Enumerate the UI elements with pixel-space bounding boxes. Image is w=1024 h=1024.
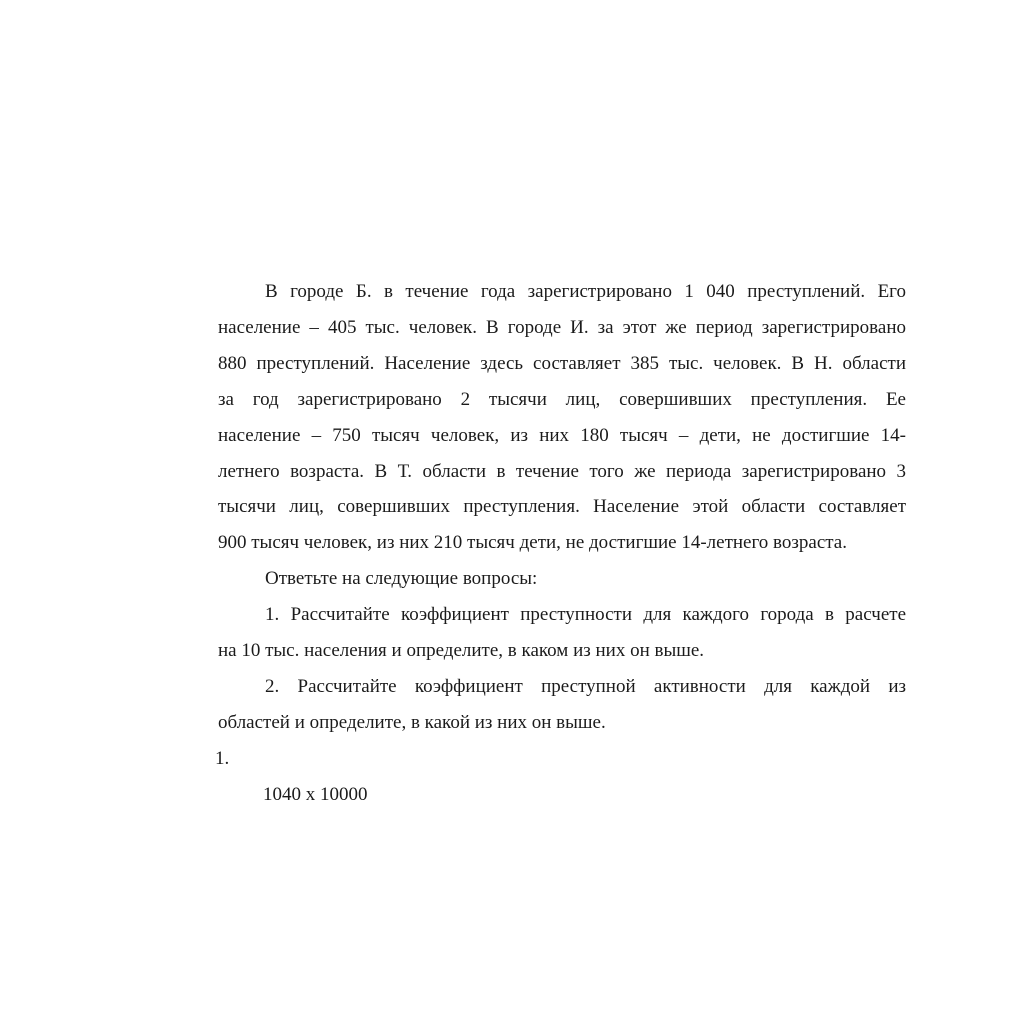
- paragraph-line: за год зарегистрировано 2 тысячи лиц, совершивших преступления. Ее: [218, 388, 906, 410]
- paragraph-line: В городе Б. в течение года зарегистрировано 1 040 преступлений. Его: [265, 281, 906, 302]
- question-line: 1. Рассчитайте коэффициент преступности для каждого города в расчете: [265, 604, 906, 626]
- question-line: областей и определите, в какой из них он выше.: [218, 711, 606, 733]
- solution-item-number: 1.: [215, 747, 230, 769]
- answer-prompt: Ответьте на следующие вопросы:: [265, 568, 538, 590]
- text-block: [215, 274, 906, 813]
- paragraph-line: население – 750 тысяч человек, из них 180 тысяч – дети, не достигшие 14-: [218, 424, 906, 446]
- question-2: [218, 669, 906, 741]
- calculation-numerator: 1040 x 10000: [263, 783, 368, 805]
- paragraph-line: 900 тысяч человек, из них 210 тысяч дети, не достигшие 14-летнего возраста.: [218, 532, 847, 554]
- paragraph-line: 880 преступлений. Население здесь составляет 385 тыс. человек. В Н. области: [218, 352, 906, 374]
- question-line: 2. Рассчитайте коэффициент преступной активности для каждой из: [265, 675, 906, 697]
- question-line: на 10 тыс. населения и определите, в каком из них он выше.: [218, 640, 705, 662]
- paragraph-line: летнего возраста. В Т. области в течение того же периода зарегистрировано 3: [218, 460, 906, 482]
- paragraph-crime-statistics: [218, 274, 906, 561]
- paragraph-line: тысячи лиц, совершивших преступления. Население этой области составляет: [218, 496, 906, 518]
- question-1: [218, 597, 906, 669]
- paragraph-line: население – 405 тыс. человек. В городе И. за этот же период зарегистрировано: [218, 316, 906, 338]
